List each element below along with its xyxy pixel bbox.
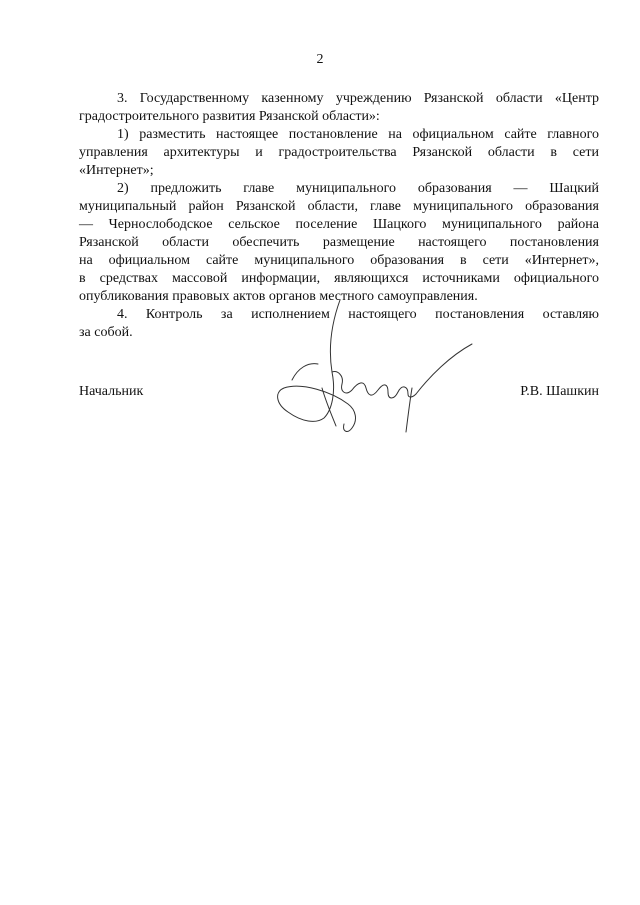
page-number: 2 bbox=[316, 52, 324, 67]
handwritten-signature bbox=[262, 292, 492, 442]
text-line: 1) разместить настоящее постановление на официальном сайте главного bbox=[117, 127, 599, 142]
paragraph-subitem-2 bbox=[79, 180, 599, 306]
text-line: — Чернослободское сельское поселение Шацкого муниципального района bbox=[79, 217, 599, 232]
text-line: управления архитектуры и градостроительства Рязанской области в сети bbox=[79, 145, 599, 160]
text-line: градостроительного развития Рязанской области»: bbox=[79, 109, 380, 124]
text-line: «Интернет»; bbox=[79, 163, 154, 178]
text-line: опубликования правовых актов органов местного самоуправления. bbox=[79, 289, 478, 304]
text-line: 4. Контроль за исполнением настоящего постановления оставляю bbox=[117, 307, 599, 322]
paragraph-subitem-1 bbox=[79, 126, 599, 180]
paragraph-item-3 bbox=[79, 90, 599, 126]
signature-block bbox=[79, 384, 599, 404]
signer-title: Начальник bbox=[79, 384, 144, 399]
text-line: на официальном сайте муниципального образования в сети «Интернет», bbox=[79, 253, 599, 268]
text-line: Рязанской области обеспечить размещение настоящего постановления bbox=[79, 235, 599, 250]
text-line: за собой. bbox=[79, 325, 133, 340]
text-line: 3. Государственному казенному учреждению Рязанской области «Центр bbox=[117, 91, 599, 106]
text-line: 2) предложить главе муниципального образования — Шацкий bbox=[117, 181, 599, 196]
text-line: муниципальный район Рязанской области, главе муниципального образования bbox=[79, 199, 599, 214]
signer-name: Р.В. Шашкин bbox=[520, 384, 599, 399]
text-line: в средствах массовой информации, являющихся источниками официального bbox=[79, 271, 599, 286]
